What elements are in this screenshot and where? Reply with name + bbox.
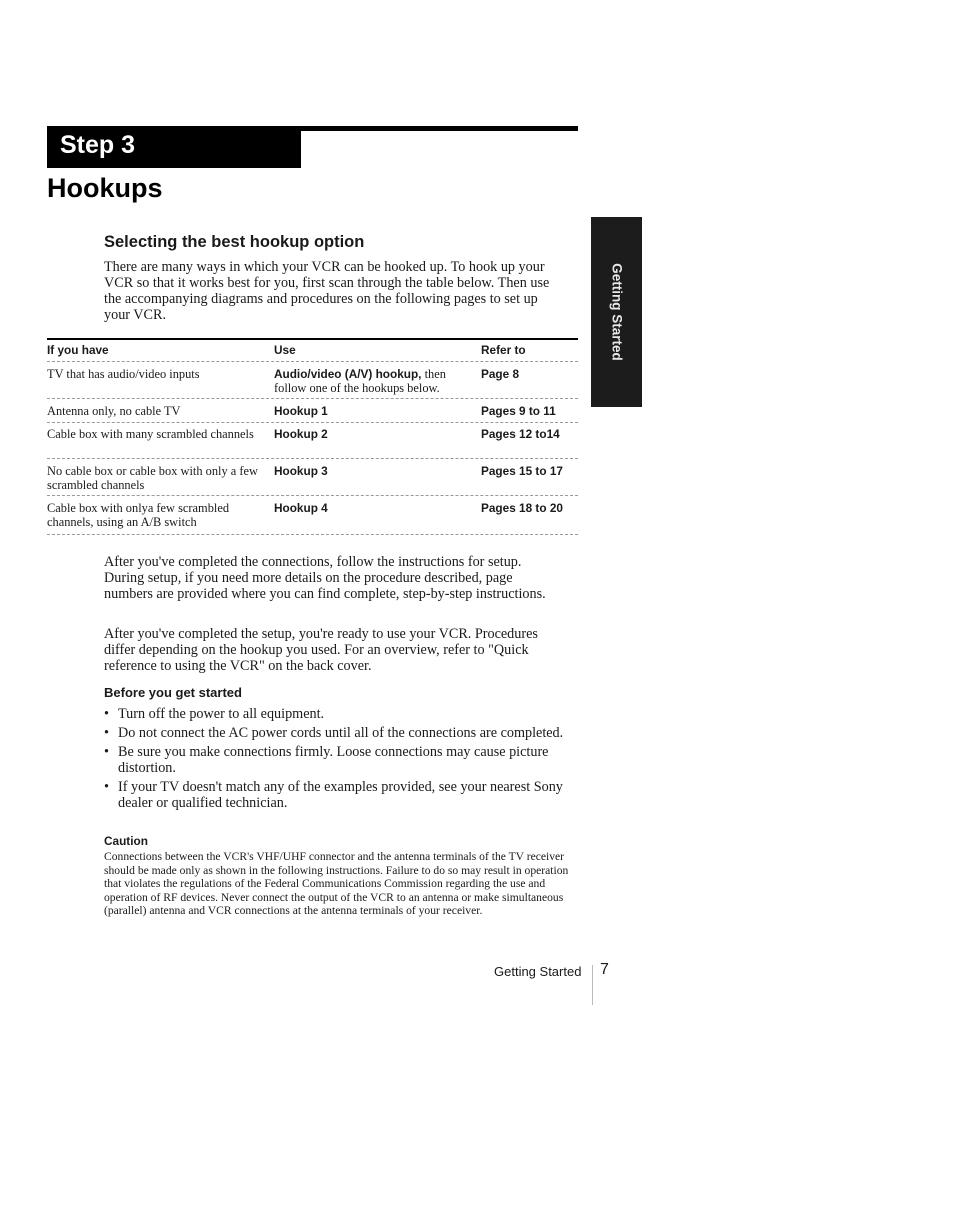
caution-text: Connections between the VCR's VHF/UHF connector and the antenna terminals of the TV receiver should be made only as shown in the following instructions. Failure to do so may result in operation that violates the regulations of the Federal Communications Commission regarding the use and operation of RF devices. Never connect the output of the VCR to an antenna or make simultaneous (parallel) antenna and VCR connections at the antenna terminals of your receiver. xyxy=(104,850,569,917)
bullet-icon: • xyxy=(104,779,109,795)
cell-have: Cable box with onlya few scrambled channels, using an A/B switch xyxy=(47,501,230,529)
footer-divider xyxy=(592,965,593,1005)
cell-use-bold: Audio/video (A/V) hookup, xyxy=(274,367,422,381)
list-item-text: Be sure you make connections firmly. Loose connections may cause picture distortion. xyxy=(118,744,549,776)
header-have: If you have xyxy=(47,343,109,357)
caution-heading: Caution xyxy=(104,834,148,848)
step-label: Step 3 xyxy=(60,131,136,159)
row-divider xyxy=(47,495,578,496)
page-number: 7 xyxy=(600,961,609,978)
list-item xyxy=(104,779,574,811)
section-tab-label: Getting Started xyxy=(609,263,624,361)
list-item xyxy=(104,744,574,776)
intro-paragraph: There are many ways in which your VCR can be hooked up. To hook up your VCR so that it works best for you, first scan through the table below. Then use the accompanying diagrams and procedures on the following pages to set up your VCR. xyxy=(104,259,550,323)
cell-use: Hookup 4 xyxy=(274,501,328,515)
row-divider xyxy=(47,398,578,399)
table-top-rule xyxy=(47,338,578,340)
after-connections-paragraph: After you've completed the connections, follow the instructions for setup. During setup, if you need more details on the procedure described, page numbers are provided where you can find complete, step-by-step instructions. xyxy=(104,554,546,602)
cell-refer: Pages 9 to 11 xyxy=(481,404,556,418)
cell-use: Hookup 3 xyxy=(274,464,328,478)
header-use: Use xyxy=(274,343,296,357)
row-divider xyxy=(47,458,578,459)
cell-have: Antenna only, no cable TV xyxy=(47,404,181,418)
list-item-text: Turn off the power to all equipment. xyxy=(118,706,325,722)
table-bottom-rule xyxy=(47,534,578,535)
cell-refer: Page 8 xyxy=(481,367,520,381)
after-setup-paragraph: After you've completed the setup, you're ready to use your VCR. Procedures differ depending on the hookup you used. For an overview, refer to "Quick reference to using the VCR" on the back cover. xyxy=(104,626,538,674)
cell-have: Cable box with many scrambled channels xyxy=(47,427,254,441)
list-item-text: If your TV doesn't match any of the examples provided, see your nearest Sony dealer or qualified technician. xyxy=(118,779,563,811)
list-item-text: Do not connect the AC power cords until all of the connections are completed. xyxy=(118,725,564,741)
cell-have: TV that has audio/video inputs xyxy=(47,367,200,381)
section-tab xyxy=(591,217,642,407)
list-item xyxy=(104,725,574,741)
row-divider xyxy=(47,422,578,423)
footer-section-label: Getting Started xyxy=(494,964,582,979)
cell-have: No cable box or cable box with only a few scrambled channels xyxy=(47,464,258,492)
before-start-heading: Before you get started xyxy=(104,685,242,700)
header-refer: Refer to xyxy=(481,343,526,357)
cell-refer: Pages 18 to 20 xyxy=(481,501,563,515)
row-divider xyxy=(47,361,578,362)
bullet-icon: • xyxy=(104,744,109,760)
bullet-icon: • xyxy=(104,725,109,741)
cell-use: Hookup 2 xyxy=(274,427,328,441)
list-item xyxy=(104,706,574,722)
cell-use xyxy=(274,367,474,395)
cell-use: Hookup 1 xyxy=(274,404,328,418)
page-title: Hookups xyxy=(47,173,163,203)
cell-refer: Pages 12 to14 xyxy=(481,427,560,441)
section-heading: Selecting the best hookup option xyxy=(104,233,365,251)
before-start-list xyxy=(104,706,574,814)
cell-refer: Pages 15 to 17 xyxy=(481,464,563,478)
bullet-icon: • xyxy=(104,706,109,722)
cell-use-rest: then follow one of the hookups below. xyxy=(274,367,446,395)
